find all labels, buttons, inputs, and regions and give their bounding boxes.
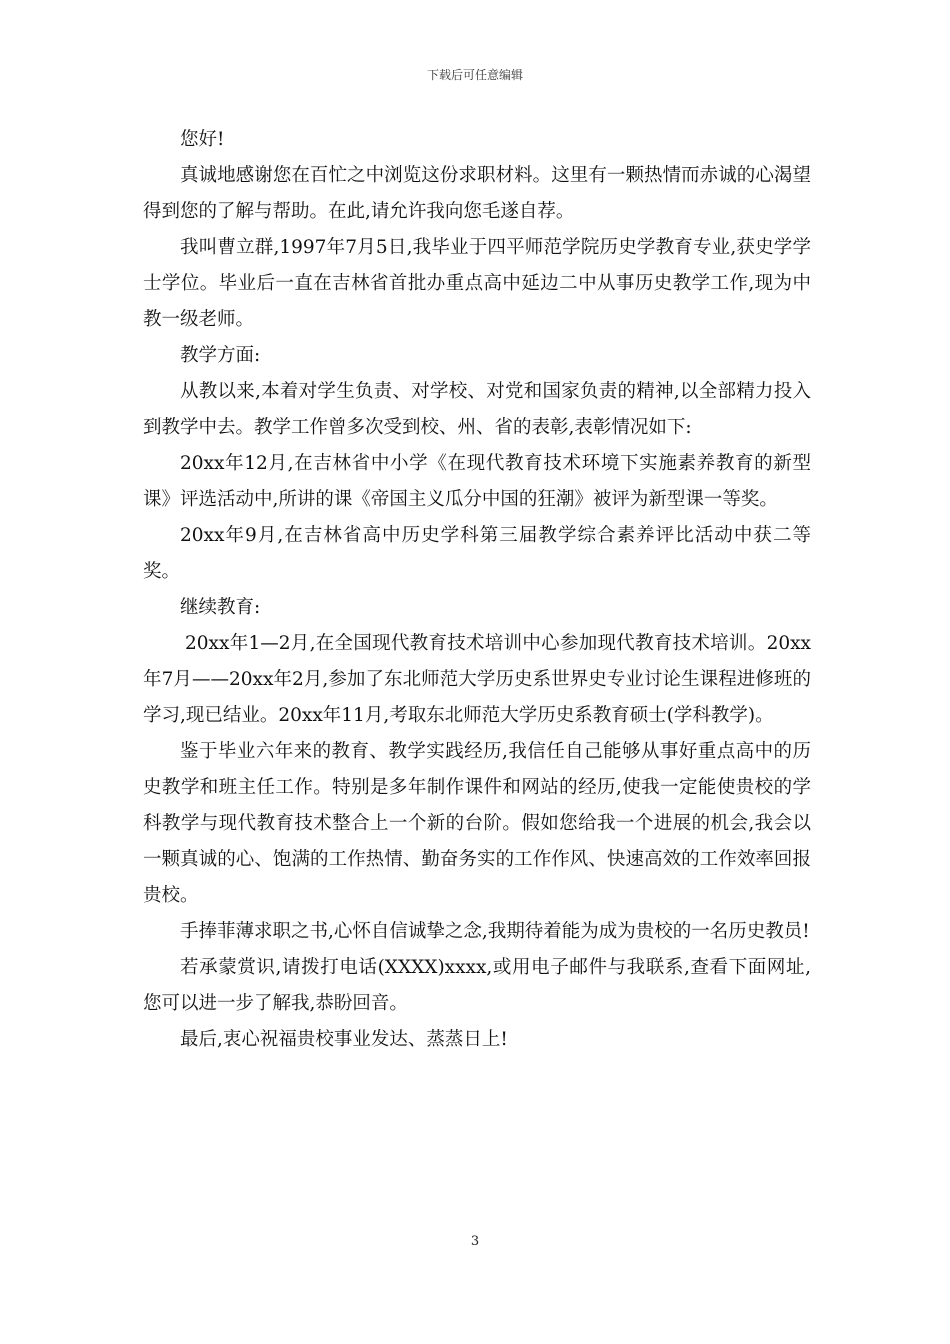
document-body: [143, 122, 811, 1058]
page-number: 3: [470, 1234, 480, 1249]
award-paragraph-1: 20xx年12月,在吉林省中小学《在现代教育技术环境下实施素养教育的新型课》评选活动中,所讲的课《帝国主义瓜分中国的狂潮》被评为新型课一等奖。: [143, 453, 811, 510]
teaching-heading: 教学方面:: [180, 345, 261, 366]
teaching-paragraph: 从教以来,本着对学生负责、对学校、对党和国家负责的精神,以全部精力投入到教学中去。教学工作曾多次受到校、州、省的表彰,表彰情况如下:: [143, 381, 811, 438]
expectation-paragraph: 手捧菲薄求职之书,心怀自信诚挚之念,我期待着能为成为贵校的一名历史教员!: [180, 921, 810, 942]
closing-paragraph: 最后,衷心祝福贵校事业发达、蒸蒸日上!: [180, 1029, 508, 1050]
award-paragraph-2: 20xx年9月,在吉林省高中历史学科第三届教学综合素养评比活动中获二等奖。: [143, 525, 811, 582]
experience-paragraph: 鉴于毕业六年来的教育、教学实践经历,我信任自己能够从事好重点高中的历史教学和班主任工作。特别是多年制作课件和网站的经历,使我一定能使贵校的学科教学与现代教育技术整合上一个新的台阶。假如您给我一个进展的机会,我会以一颗真诚的心、饱满的工作热情、勤奋务实的工作作风、快速高效的工作效率回报贵校。: [143, 741, 811, 906]
thanks-paragraph: 真诚地感谢您在百忙之中浏览这份求职材料。这里有一颗热情而赤诚的心渴望得到您的了解与帮助。在此,请允许我向您毛遂自荐。: [143, 165, 811, 222]
education-heading: 继续教育:: [180, 597, 261, 618]
page-header: 下载后可任意编辑: [426, 68, 523, 82]
education-paragraph: 20xx年1—2月,在全国现代教育技术培训中心参加现代教育技术培训。20xx年7月——20xx年2月,参加了东北师范大学历史系世界史专业讨论生课程进修班的学习,现已结业。20xx年11月,考取东北师范大学历史系教育硕士(学科教学)。: [143, 633, 811, 726]
greeting-paragraph: 您好!: [180, 129, 225, 150]
contact-paragraph: 若承蒙赏识,请拨打电话(XXXX)xxxx,或用电子邮件与我联系,查看下面网址,您可以进一步了解我,恭盼回音。: [143, 957, 811, 1014]
introduction-paragraph: 我叫曹立群,1997年7月5日,我毕业于四平师范学院历史学教育专业,获史学学士学位。毕业后一直在吉林省首批办重点高中延边二中从事历史教学工作,现为中教一级老师。: [143, 237, 811, 330]
